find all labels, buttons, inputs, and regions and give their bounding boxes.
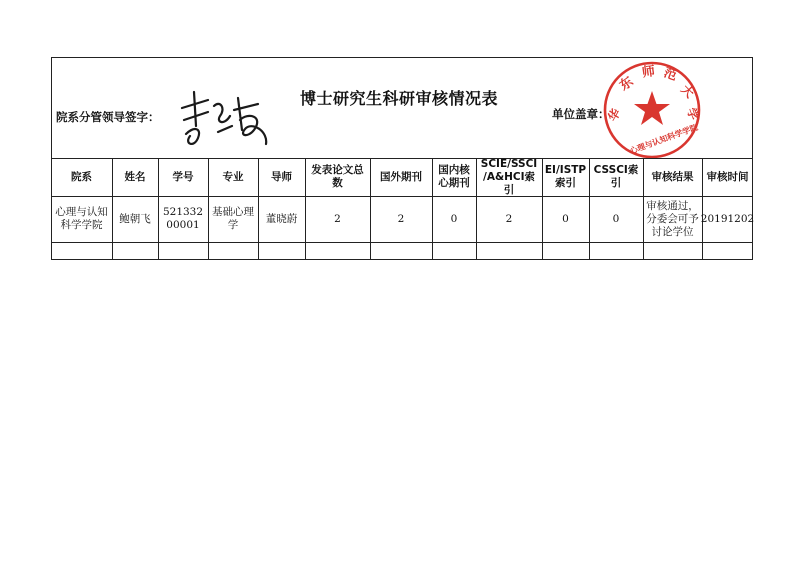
table-cell-scie-ssci-ahci: 2 bbox=[505, 212, 513, 225]
header-advisor: 导师 bbox=[271, 170, 292, 183]
signature-label: 院系分管领导签字： bbox=[56, 110, 160, 124]
header-review-date: 审核时间 bbox=[706, 170, 749, 183]
table-cell-advisor: 董晓蔚 bbox=[265, 212, 298, 225]
stamp-label: 单位盖章： bbox=[552, 107, 610, 121]
svg-text:大: 大 bbox=[678, 82, 697, 101]
table-cell-cssci: 0 bbox=[612, 212, 620, 225]
table-cell-ei-istp: 0 bbox=[562, 212, 569, 225]
header-name: 姓名 bbox=[124, 170, 146, 183]
table-cell-department: 心理与认知科学学院 bbox=[55, 206, 108, 231]
table-cell-review-date: 20191202 bbox=[700, 212, 755, 225]
official-seal bbox=[598, 58, 706, 162]
header-total-papers: 发表论文总数 bbox=[311, 164, 364, 189]
table-cell-major: 基础心理学 bbox=[212, 206, 254, 231]
svg-text:华: 华 bbox=[605, 106, 624, 124]
header-cssci: CSSCI索引 bbox=[593, 164, 639, 189]
header-scie-ssci-ahci: SCIE/SSCI /A&HCI索引 bbox=[480, 157, 538, 196]
handwritten-signature bbox=[168, 86, 278, 156]
grid-line bbox=[51, 242, 753, 243]
table-cell-foreign-journals: 2 bbox=[397, 212, 405, 225]
svg-text:学: 学 bbox=[684, 105, 702, 122]
svg-text:师: 师 bbox=[641, 64, 657, 81]
svg-text:心理与认知科学学院: 心理与认知科学学院 bbox=[628, 122, 700, 156]
table-cell-total-papers: 2 bbox=[334, 212, 341, 225]
header-ei-istp: EI/ISTP 索引 bbox=[544, 164, 587, 189]
table-cell-review-result: 审核通过，分委会可予讨论学位 bbox=[646, 199, 699, 238]
svg-text:范: 范 bbox=[661, 65, 679, 84]
header-student-id: 学号 bbox=[172, 170, 194, 183]
header-review-result: 审核结果 bbox=[651, 170, 694, 183]
table-cell-domestic-core: 0 bbox=[450, 212, 458, 225]
header-department: 院系 bbox=[71, 170, 92, 183]
header-foreign-journals: 国外期刊 bbox=[380, 170, 422, 183]
header-major: 专业 bbox=[222, 170, 244, 183]
header-domestic-core: 国内核心期刊 bbox=[438, 164, 470, 189]
table-cell-student-id: 52133200001 bbox=[162, 206, 204, 231]
document-title: 博士研究生科研审核情况表 bbox=[300, 89, 499, 108]
table-cell-name: 鲍朝飞 bbox=[119, 212, 151, 225]
svg-text:东: 东 bbox=[617, 74, 637, 94]
